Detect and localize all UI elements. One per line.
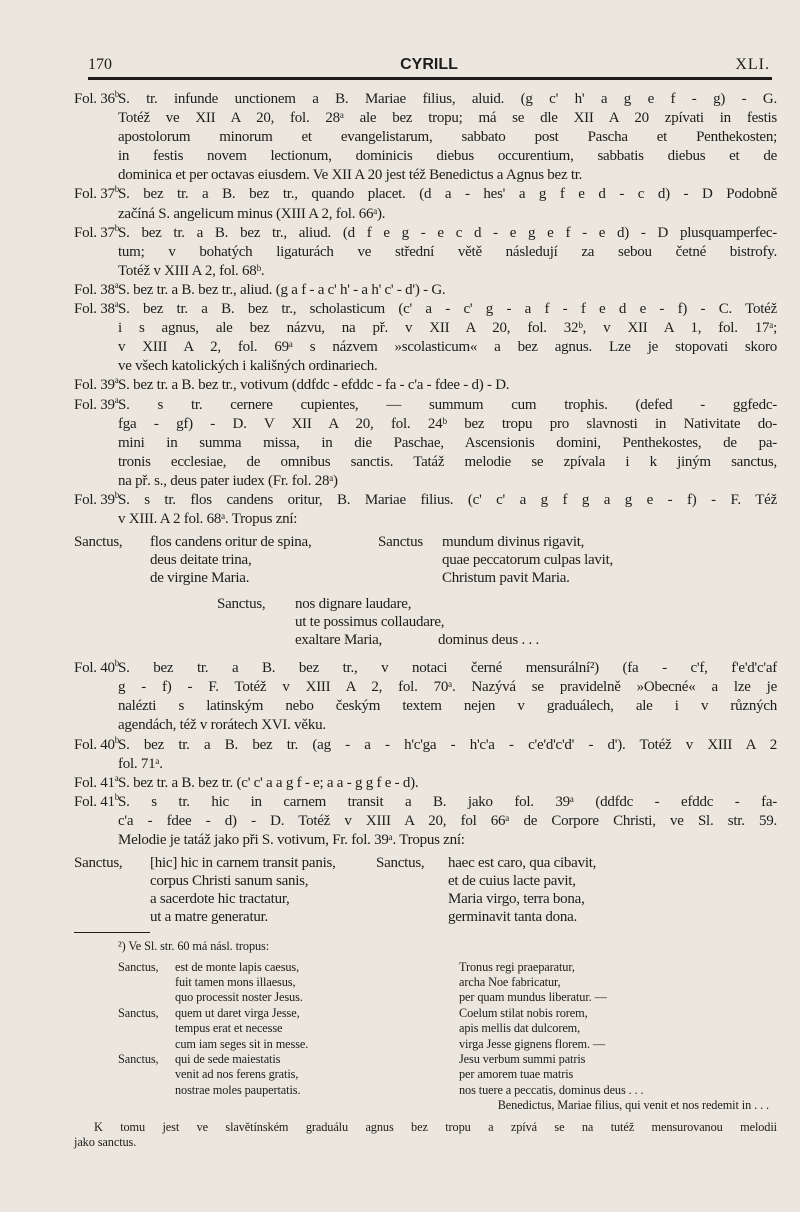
footnote-intro: ²) Ve Sl. str. 60 má násl. tropus: [118, 939, 270, 954]
folio-side: b [114, 184, 120, 195]
verse-line: mundum divinus rigavit, [442, 534, 585, 551]
folio-entry [74, 300, 777, 376]
folio-entry [74, 774, 777, 793]
footnote-column-right [459, 960, 644, 1099]
entry-text [118, 185, 777, 223]
verse-line: quae peccatorum culpas lavit, [442, 552, 614, 569]
benedictus-line: Benedictus, Mariae filius, qui venit et nos redemit in . . . [497, 1098, 769, 1113]
text-line: fol. 71ᵃ. [118, 755, 163, 772]
text-line: K tomu jest ve slavětínském graduálu agnus bez tropu a zpívá se na tutéž mensurovanou melodii [94, 1119, 777, 1134]
text-line: S. bez tr. a B. bez tr., votivum (ddfdc - efddc - fa - c'a - fdee - d) - D. [118, 377, 510, 394]
verse-ending: dominus deus . . . [438, 632, 539, 649]
verse-line: germinavit tanta dona. [448, 909, 578, 926]
text-line: mini in summa missa, in die Paschae, Ascensionis domini, Penthekostes, de pa- [118, 434, 777, 451]
verse-line: flos candens oritur de spina, [150, 534, 312, 551]
verse-line: quem ut daret virga Jesse, [175, 1005, 300, 1020]
entry-text [118, 793, 777, 850]
folio-side: b [114, 734, 120, 745]
folio-entry [74, 224, 777, 281]
footnote-column-left [118, 960, 459, 1099]
entry-text [118, 659, 777, 735]
folio-side: a [114, 394, 119, 405]
entry-text [118, 281, 777, 300]
verse-line: [hic] hic in carnem transit panis, [150, 855, 336, 872]
folio-side: a [114, 299, 119, 310]
footnote [74, 939, 777, 1150]
verse-line: nos dignare laudare, [295, 596, 412, 613]
verse-line: Coelum stilat nobis rorem, [459, 1005, 588, 1020]
verse-line: Christum pavit Maria. [442, 570, 570, 587]
text-line: S. s tr. hic in carnem transit a B. jako fol. 39ᵃ (ddfdc - efddc - fa- [118, 793, 777, 810]
verse-line: cum iam seges sit in messe. [175, 1036, 309, 1051]
text-line: nalézti s latinským nebo českým textem nejen v graduálech, ale i v různých [118, 698, 777, 715]
verse-line: deus deitate trina, [150, 552, 252, 569]
page-body [74, 90, 777, 1150]
folio-label [74, 300, 118, 376]
text-line: i s agnus, ale bez názvu, na př. v XII A 20, fol. 32ᵇ, v XII A 1, fol. 17ᵃ; [118, 320, 777, 337]
folio-number: Fol. 37 [74, 186, 115, 203]
verse-line: nostrae moles paupertatis. [175, 1082, 301, 1097]
tropus-lead: Sanctus, [74, 855, 123, 872]
folio-entry [74, 185, 777, 223]
folio-side: b [114, 791, 120, 802]
verse-line: quo processit noster Jesus. [175, 990, 303, 1005]
text-line: Totéž v XIII A 2, fol. 68ᵇ. [118, 262, 265, 279]
verse-line: venit ad nos ferens gratis, [175, 1067, 299, 1082]
folio-number: Fol. 37 [74, 224, 115, 241]
folio-entry [74, 793, 777, 850]
text-line: Totéž ve XII A 20, fol. 28ᵃ ale bez tropu; má se dle XII A 20 zpívati in festis [118, 110, 777, 127]
folio-label [74, 224, 118, 281]
verse-line: Maria virgo, terra bona, [448, 891, 585, 908]
text-line: Melodie je tatáž jako při S. votivum, Fr. fol. 39ᵃ. Tropus zní: [118, 832, 465, 848]
verse-line: et de cuius lacte pavit, [448, 873, 576, 890]
text-line: na př. s., deus pater iudex (Fr. fol. 28ᵃ) [118, 472, 338, 489]
text-line: S. s tr. cernere cupientes, — summum cum trophis. (defed - ggfedc- [118, 396, 777, 413]
folio-label [74, 396, 118, 491]
verse-line: a sacerdote hic tractatur, [150, 891, 290, 908]
tropus-lead: Sanctus, [217, 596, 266, 613]
entry-text [118, 224, 777, 281]
folio-label [74, 185, 118, 223]
folio-label [74, 90, 118, 185]
folio-entry [74, 736, 777, 774]
verse-line: fuit tamen mons illaesus, [175, 974, 296, 989]
running-header [88, 56, 770, 78]
entry-text [118, 90, 777, 185]
text-line: dominica et per octavas eiusdem. Ve XII A 20 jest též Benedictus a Agnus bez tr. [118, 167, 583, 184]
text-line: apostolorum minorum et evangelistarum, sabbato post Pascha et Penthekosten; [118, 129, 777, 146]
folio-side: a [114, 279, 119, 290]
stanza-lines [175, 1052, 300, 1098]
verse-line: est de monte lapis caesus, [175, 959, 300, 974]
verse-line: per amorem tuae matris [459, 1067, 574, 1082]
folio-side: b [114, 89, 120, 99]
text-line: tronis ecclesiae, de omnibus sanctis. Tatáž melodie se zpívala i k jiným sanctus, [118, 453, 777, 470]
page-number: 170 [88, 56, 112, 73]
folio-number: Fol. 36 [74, 91, 115, 107]
folio-label [74, 659, 118, 735]
text-line: v XIII A 2, fol. 69ᵃ s názvem »scolasticum« a bez agnus. Lze je stopovati skoro [118, 339, 777, 356]
folio-number: Fol. 40 [74, 736, 115, 753]
verse-line: corpus Christi sanum sanis, [150, 873, 309, 890]
stanza-lines [175, 1006, 308, 1052]
stanza-lines [175, 960, 303, 1006]
footnote-rule [74, 932, 150, 933]
text-line: S. s tr. flos candens oritur, B. Mariae filius. (c' c' a g f g a g e - f) - F. Též [118, 491, 777, 508]
folio-label [74, 281, 118, 300]
tropus-block [74, 533, 777, 587]
section-number: XLI. [735, 56, 770, 73]
verse-line: nos tuere a peccatis, dominus deus . . . [459, 1082, 644, 1097]
folio-side: b [114, 658, 120, 669]
tropus-lead: Sanctus, [118, 959, 159, 974]
verse-line: haec est caro, qua cibavit, [448, 855, 597, 872]
tropus-lead: Sanctus, [376, 855, 425, 872]
folio-number: Fol. 41 [74, 774, 115, 791]
folio-side: b [114, 489, 120, 500]
text-line: S. tr. infunde unctionem a B. Mariae filius, aluid. (g c' h' a g e f - g) - G. [118, 91, 777, 107]
tropus-block [74, 854, 777, 926]
verse-line: Jesu verbum summi patris [459, 1051, 586, 1066]
text-line: S. bez tr. a B. bez tr., v notaci černé mensurální²) (fa - c'f, f'e'd'c'af [118, 660, 777, 677]
folio-entry [74, 659, 777, 735]
folio-entry [74, 376, 777, 395]
folio-entries [74, 659, 777, 850]
folio-label [74, 793, 118, 850]
text-line: c'a - fdee - d) - D. Totéž v XIII A 20, fol 66ᵃ de Corpore Christi, ve Sl. str. 59. [118, 812, 777, 829]
verse-line: ut te possimus collaudare, [295, 614, 445, 631]
folio-entry [74, 491, 777, 529]
folio-number: Fol. 39 [74, 491, 115, 508]
verse-line: ut a matre generatur. [150, 909, 269, 926]
folio-entries [74, 90, 777, 529]
footnote-stanza [118, 1052, 459, 1098]
text-line: S. bez tr. a B. bez tr., aliud. (g a f - a c' h' - a h' c' - d') - G. [118, 281, 446, 298]
entry-text [118, 736, 777, 774]
folio-number: Fol. 38 [74, 301, 115, 318]
tropus-lead: Sanctus, [118, 1005, 159, 1020]
verse-line: exaltare Maria, [295, 632, 383, 649]
folio-label [74, 736, 118, 774]
text-line: v XIII. A 2 fol. 68ᵃ. Tropus zní: [118, 511, 298, 528]
verse-line: Tronus regi praeparatur, [459, 959, 575, 974]
tropus-lead: Sanctus, [74, 534, 123, 551]
folio-side: a [114, 375, 119, 386]
entry-text [118, 774, 777, 793]
closing-paragraph [74, 1120, 777, 1151]
tropus-column-left [74, 854, 376, 926]
header-rule [88, 77, 772, 80]
folio-label [74, 491, 118, 529]
folio-label [74, 376, 118, 395]
entry-text [118, 491, 777, 529]
verse-line: per quam mundus liberatur. — [459, 990, 607, 1005]
text-line: S. bez tr. a B. bez tr., scholasticum (c' a - c' g - a f - f e d e - f) - C. Totéž [118, 301, 777, 318]
tropus-column-right [378, 533, 613, 587]
verse-line: tempus erat et necesse [175, 1021, 283, 1036]
entry-text [118, 396, 777, 491]
verse-line: virga Jesse gignens florem. — [459, 1036, 606, 1051]
text-line: in festis novem lectionum, dominicis diebus occurentium, sabbatis diebus et de [118, 148, 777, 165]
tropus-column-left [74, 533, 340, 587]
entry-text [118, 376, 777, 395]
verse-line: qui de sede maiestatis [175, 1051, 281, 1066]
text-line: g - f) - F. Totéž v XIII A 2, fol. 70ᵃ. Nazývá se pravidelně »Obecné« a lze je [118, 679, 777, 696]
folio-number: Fol. 40 [74, 660, 115, 677]
tropus-block-middle [217, 595, 777, 649]
text-line: S. bez tr. a B. bez tr., quando placet. (d a - hes' a g f e d - c d) - D Podobně [118, 186, 777, 203]
text-line: fga - gf) - D. V XII A 20, fol. 24ᵇ bez tropu pro slavnosti in Nativitate do- [118, 415, 777, 432]
text-line: tum; v bohatých ligaturách ve střední větě následují za sebou četné bistrofy. [118, 243, 777, 260]
folio-entry [74, 281, 777, 300]
entry-text [118, 300, 777, 376]
verse-line: de virgine Maria. [150, 570, 250, 587]
text-line: S. bez tr. a B. bez tr., aliud. (d f e g - e c d - e g e f - e d) - D plusquamperfec- [118, 224, 777, 241]
folio-number: Fol. 39 [74, 396, 115, 413]
running-title: CYRILL [400, 56, 458, 73]
tropus-lead: Sanctus, [118, 1051, 159, 1066]
folio-number: Fol. 38 [74, 281, 115, 298]
text-line: S. bez tr. a B. bez tr. (c' c' a a g f - e; a a - g g f e - d). [118, 774, 419, 791]
footnote-stanza [118, 1006, 459, 1052]
folio-label [74, 774, 118, 793]
verse-line: archa Noe fabricatur, [459, 974, 561, 989]
text-line: S. bez tr. a B. bez tr. (ag - a - h'c'ga - h'c'a - c'e'd'c'd' - d'). Totéž v XIII A 2 [118, 736, 777, 753]
folio-entry [74, 396, 777, 491]
footnote-stanza [118, 960, 459, 1006]
text-line: ve všech katolických i kališných ordinariech. [118, 358, 378, 375]
folio-number: Fol. 41 [74, 793, 115, 810]
folio-side: a [114, 772, 119, 783]
folio-number: Fol. 39 [74, 377, 115, 394]
verse-line: apis mellis dat dulcorem, [459, 1021, 581, 1036]
tropus-column-right [376, 854, 596, 926]
folio-side: b [114, 222, 120, 233]
text-line: začíná S. angelicum minus (XIII A 2, fol. 66ᵃ). [118, 205, 386, 222]
tropus-lead: Sanctus [378, 534, 423, 551]
folio-entry [74, 90, 777, 185]
text-line: agendách, též v rorátech XVI. věku. [118, 717, 326, 734]
text-line: jako sanctus. [74, 1134, 137, 1149]
